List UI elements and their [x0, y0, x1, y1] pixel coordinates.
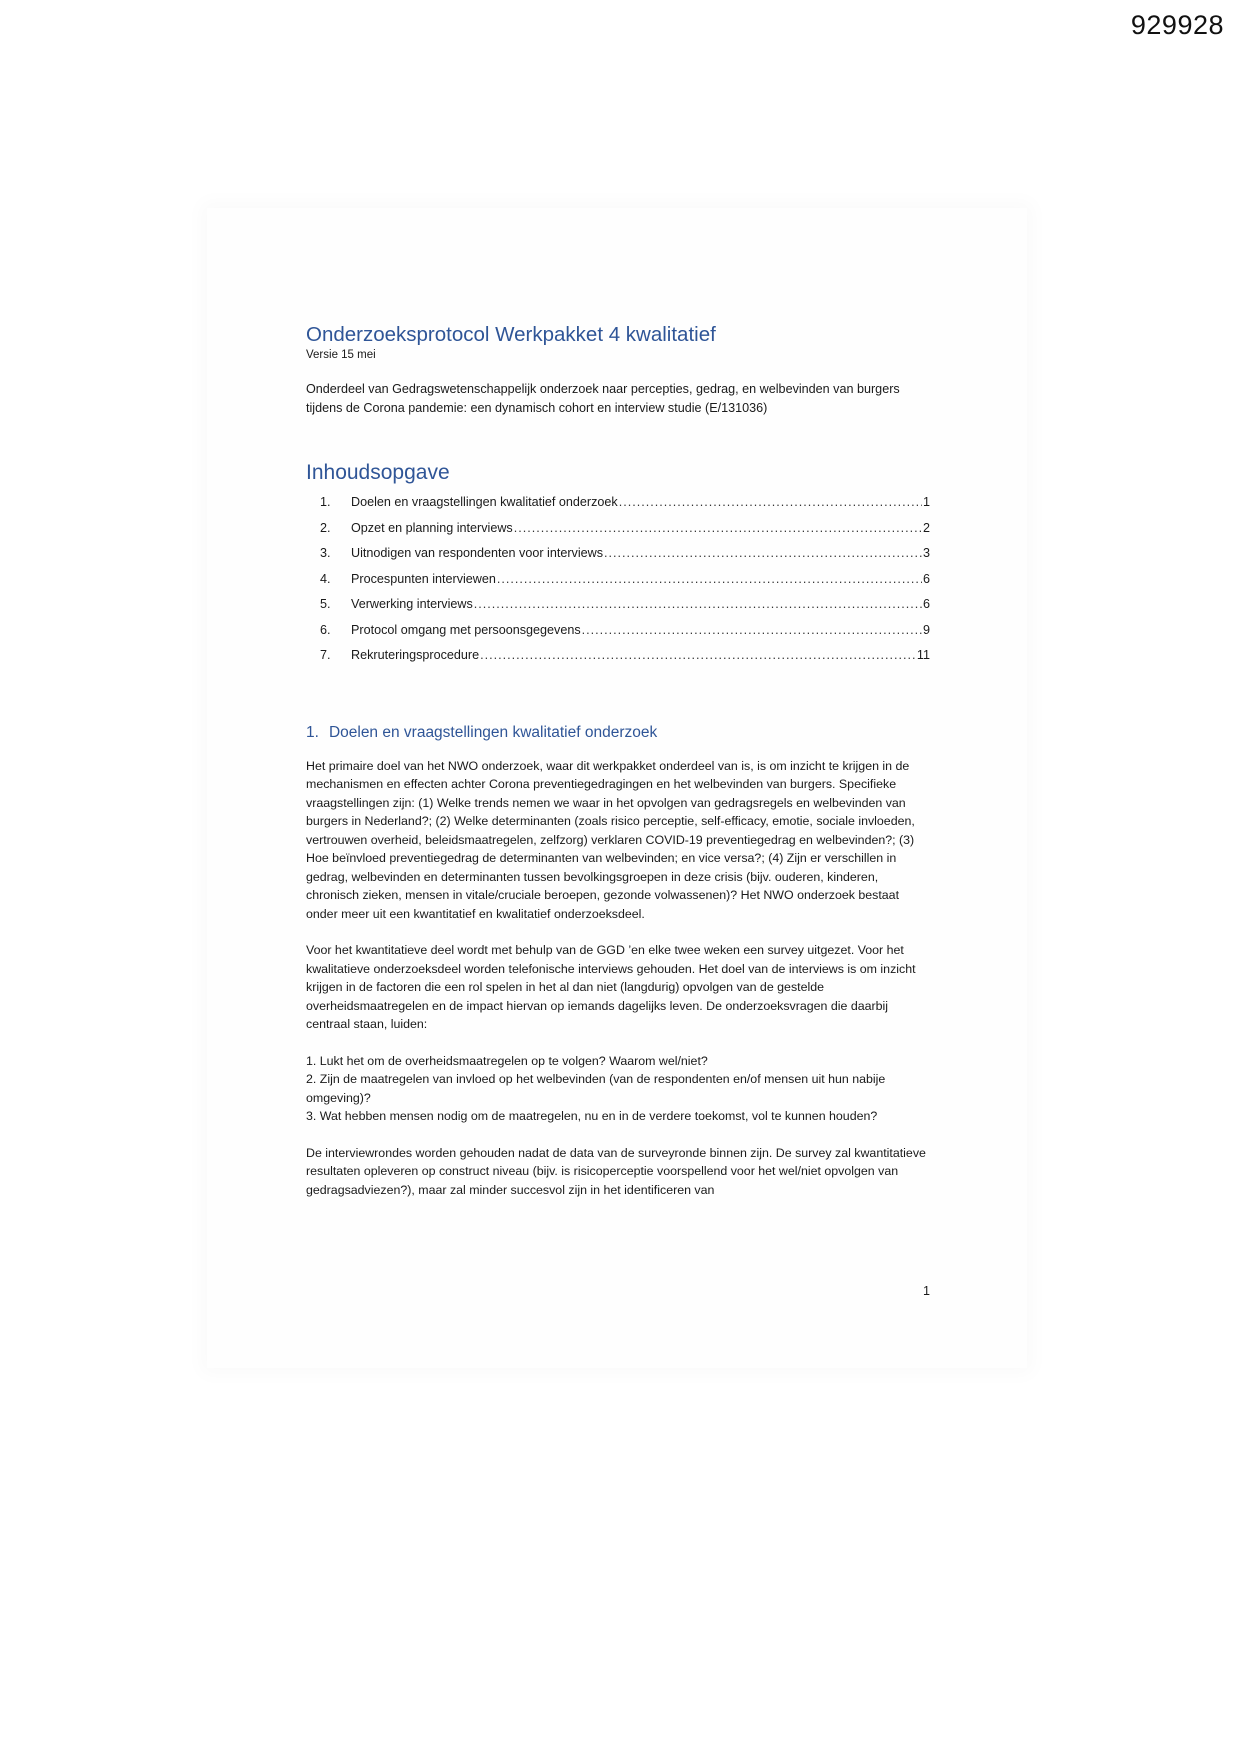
section-heading: [306, 723, 930, 743]
toc-entry-page: 1: [922, 495, 930, 509]
toc-leader-dots: [497, 567, 922, 593]
toc-entry-text: Opzet en planning interviews: [351, 520, 513, 535]
toc-entry-text: Uitnodigen van respondenten voor interviews: [351, 546, 604, 560]
section-title: Doelen en vraagstellingen kwalitatief onderzoek: [328, 723, 658, 741]
toc-entry-text: Rekruteringsprocedure: [351, 648, 480, 662]
toc-leader-dots: [582, 618, 922, 644]
toc-entry-number: 3.: [320, 546, 331, 560]
page-content: [306, 322, 930, 1217]
body-paragraph: Het primaire doel van het NWO onderzoek, waar dit werkpakket onderdeel van is, is om inzicht te krijgen in de mechanismen en effecten achter Corona preventiegedragingen en het welbevinden van burgers. Specifieke vraagstellingen zijn: (1) Welke trends nemen we waar in het opvolgen van gedragsregels en welbevinden van burgers in Nederland?; (2) Welke determinanten (zoals risico perceptie, self-efficacy, emotie, sociale invloeden, vertrouwen overheid, beleidsmaatregelen, zelfzorg) verklaren COVID-19 preventiegedrag en welbevinden?; (3) Hoe beïnvloed preventiegedrag de determinanten van welbevinden; en vice versa?; (4) Zijn er verschillen in gedrag, welbevinden en determinanten tussen bevolkingsgroepen in deze crisis (bijv. ouderen, kinderen, chronisch zieken, mensen in vitale/cruciale beroepen, gezonde volwassenen)? Het NWO onderzoek bestaat onder meer uit een kwantitatief en kwalitatief onderzoeksdeel.: [306, 758, 915, 921]
toc-entry[interactable]: [320, 618, 930, 644]
toc-entry-text: Protocol omgang met persoonsgegevens: [351, 622, 581, 637]
toc-entry[interactable]: [320, 541, 930, 567]
toc-leader-dots: [604, 541, 922, 567]
toc-leader-dots: [474, 592, 922, 618]
toc-entry-page: 11: [916, 648, 930, 662]
toc-entry-number: 1.: [320, 495, 331, 509]
toc-heading: Inhoudsopgave: [306, 461, 450, 484]
body-paragraph: De interviewrondes worden gehouden nadat de data van de surveyronde binnen zijn. De survey zal kwantitatieve resultaten opleveren op construct niveau (bijv. is risicoperceptie voorspellend voor het wel/niet opvolgen van gedragsadviezen?), maar zal minder succesvol zijn in het identificeren van: [306, 1145, 926, 1197]
toc-entry-number: 4.: [320, 571, 331, 586]
toc-entry-text: Verwerking interviews: [351, 597, 473, 611]
page-number: 1: [922, 1284, 930, 1298]
research-question: 2. Zijn de maatregelen van invloed op het welbevinden (van de respondenten en/of mensen uit hun nabije omgeving)?: [306, 1072, 886, 1105]
section-number: 1.: [306, 723, 319, 741]
toc-entry-text: Procespunten interviewen: [351, 571, 496, 586]
toc-entry-page: 9: [922, 622, 930, 637]
toc-entry[interactable]: [320, 643, 930, 669]
toc-entry[interactable]: [320, 516, 930, 542]
toc-leader-dots: [480, 643, 916, 669]
toc-entry-number: 6.: [320, 622, 331, 637]
toc-leader-dots: [514, 516, 922, 542]
document-intro: Onderdeel van Gedragswetenschappelijk onderzoek naar percepties, gedrag, en welbevinden van burgers tijdens de Corona pandemie: een dynamisch cohort en interview studie (E/131036): [306, 382, 900, 415]
document-version: Versie 15 mei: [306, 349, 376, 361]
toc-entry[interactable]: [320, 490, 930, 516]
body-paragraph: Voor het kwantitatieve deel wordt met behulp van de GGD ’en elke twee weken een survey uitgezet. Voor het kwalitatieve onderzoeksdeel worden telefonische interviews gehouden. Het doel van de interviews is om inzicht krijgen in de factoren die een rol spelen in het al dan niet (langdurig) opvolgen van de gestelde overheidsmaatregelen en de impact hiervan op iemands dagelijks leven. De onderzoeksvragen die daarbij centraal staan, luiden:: [306, 943, 916, 1031]
toc-entry[interactable]: [320, 592, 930, 618]
research-question: 1. Lukt het om de overheidsmaatregelen op te volgen? Waarom wel/niet?: [306, 1053, 708, 1068]
document-title: Onderzoeksprotocol Werkpakket 4 kwalitatief: [306, 323, 716, 346]
toc-entry-number: 7.: [320, 648, 331, 662]
toc-entry-number: 5.: [320, 597, 331, 611]
research-questions-list: [306, 1052, 930, 1126]
research-question: 3. Wat hebben mensen nodig om de maatregelen, nu en in de verdere toekomst, vol te kunnen houden?: [306, 1109, 878, 1123]
toc-leader-dots: [619, 490, 922, 516]
toc-entry-page: 2: [922, 520, 930, 535]
document-id: 929928: [1130, 10, 1224, 40]
toc-entry-page: 6: [922, 571, 930, 586]
toc-entry-page: 3: [922, 546, 930, 560]
toc-entry[interactable]: [320, 567, 930, 593]
table-of-contents: [320, 490, 930, 669]
toc-entry-number: 2.: [320, 520, 331, 535]
toc-entry-page: 6: [922, 597, 930, 611]
toc-entry-text: Doelen en vraagstellingen kwalitatief onderzoek: [351, 495, 618, 509]
